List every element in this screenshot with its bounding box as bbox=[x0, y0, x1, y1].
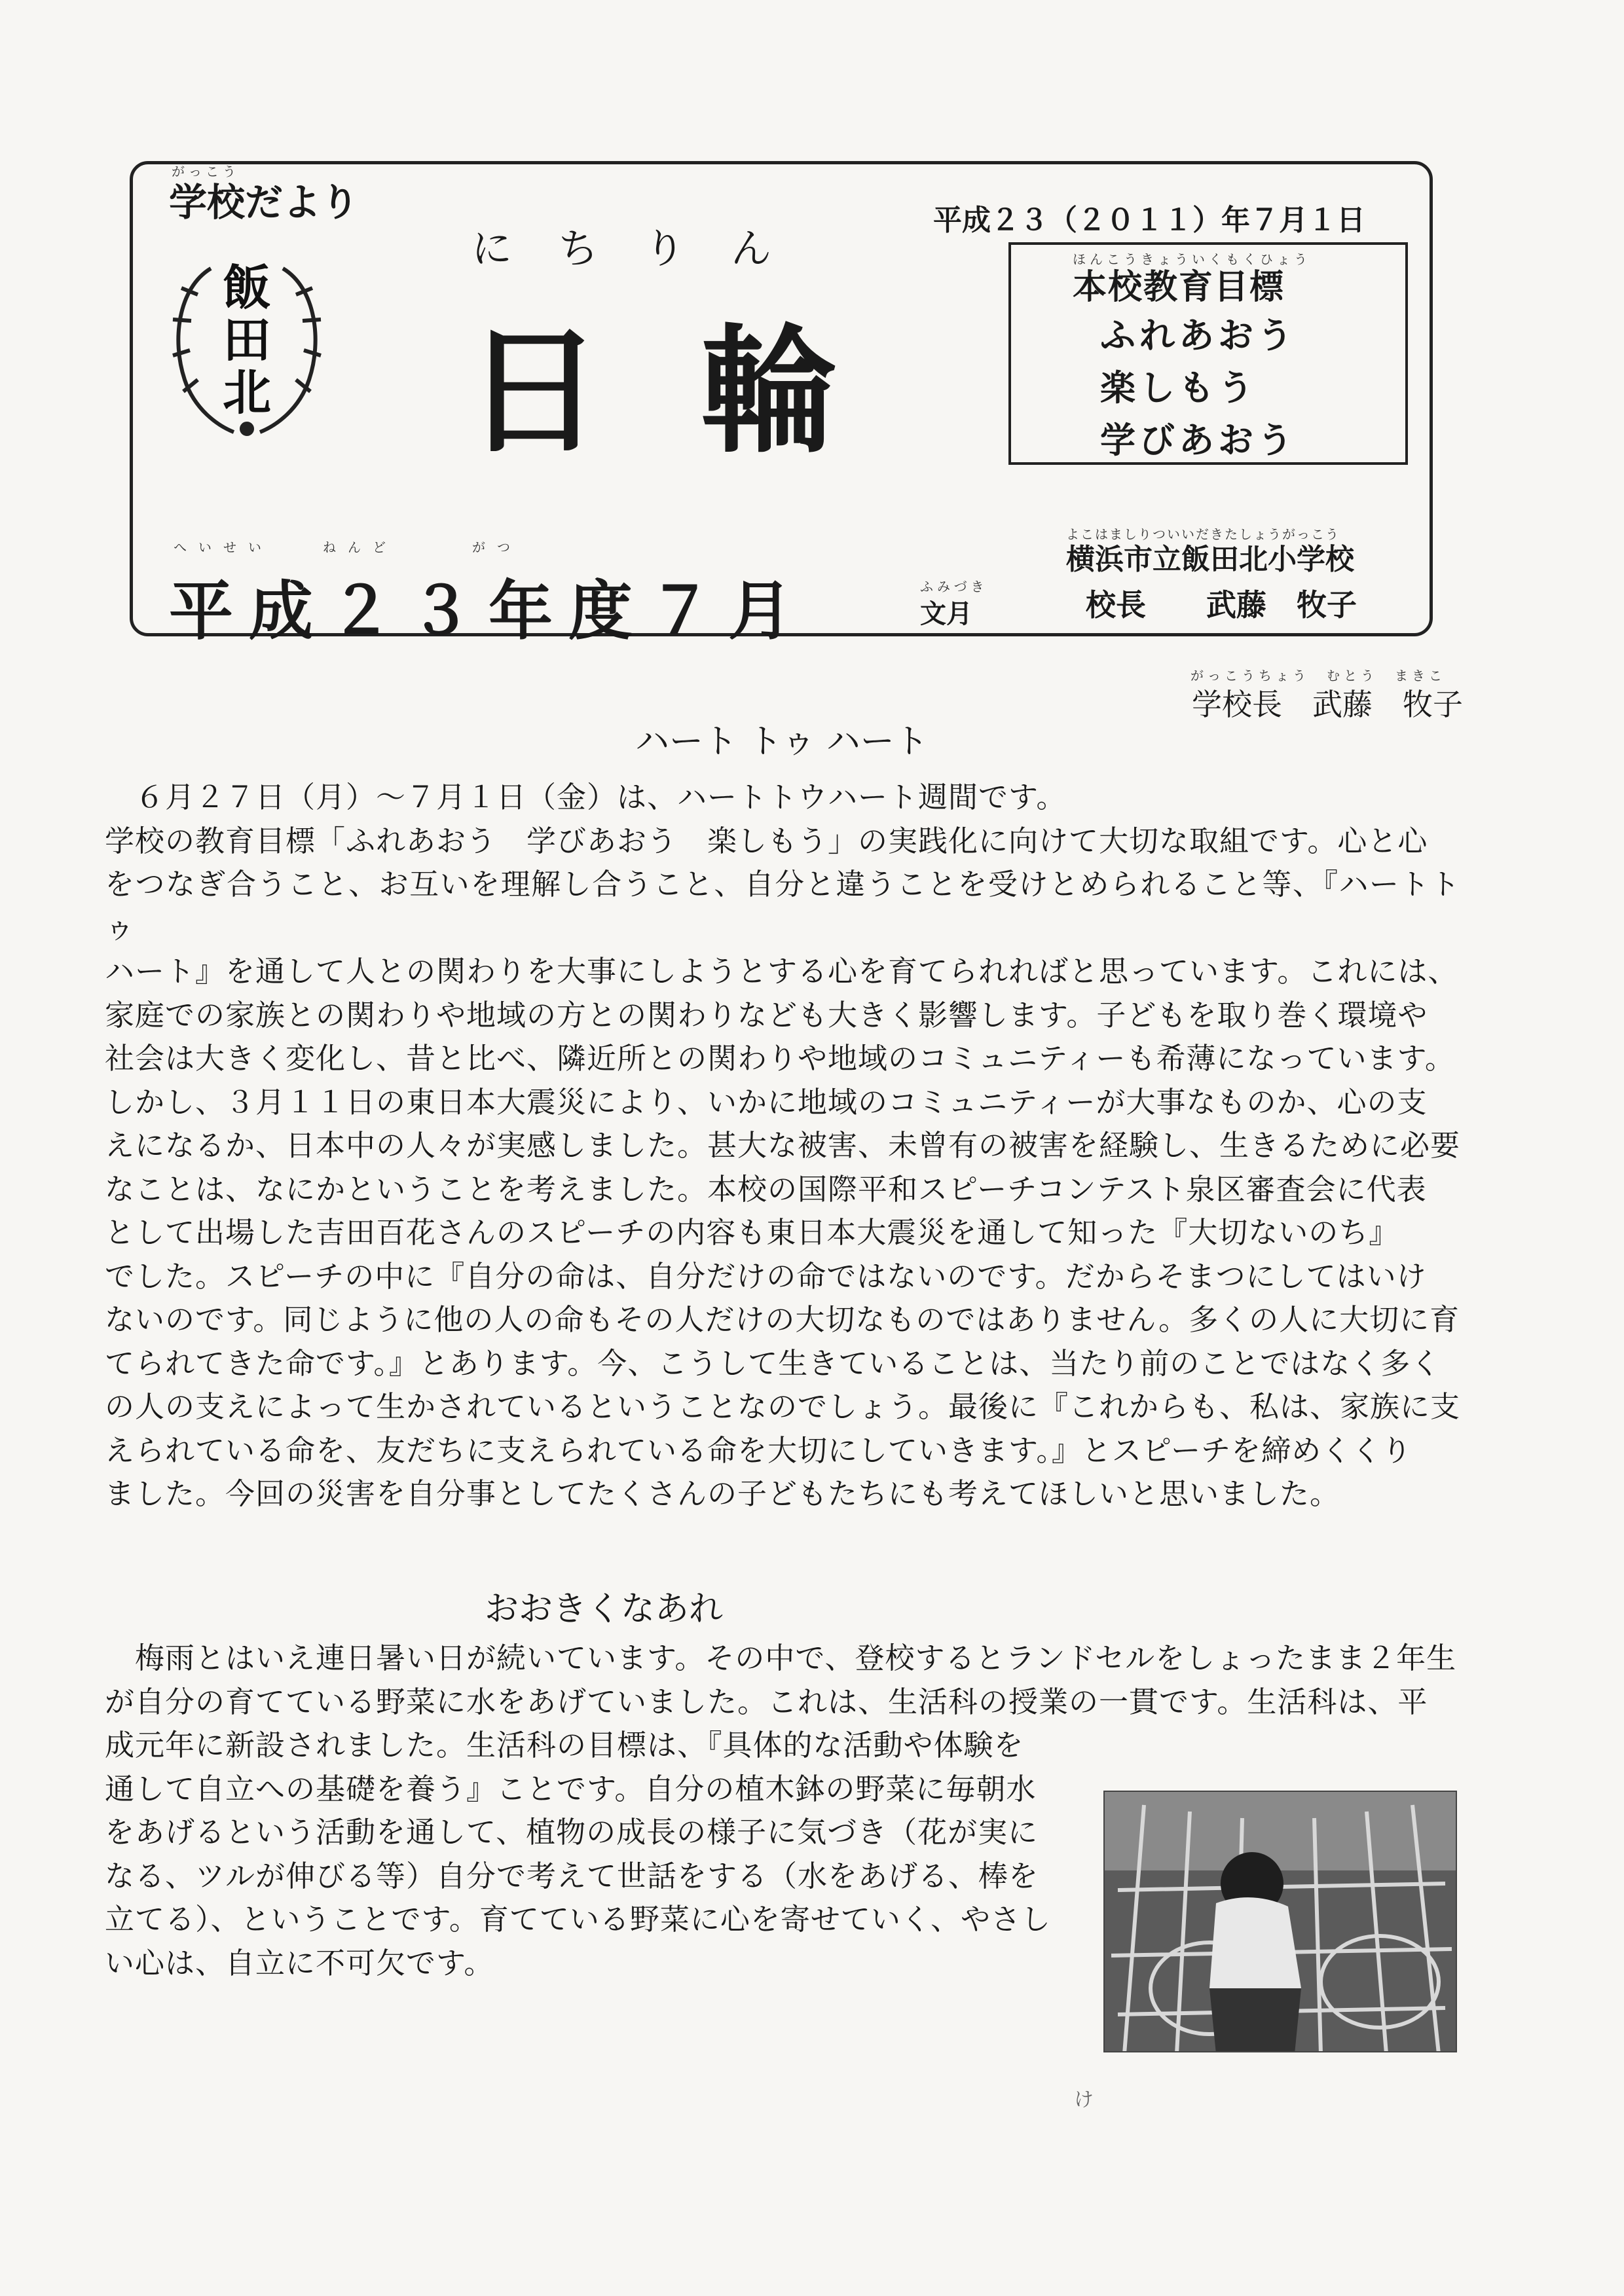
logo-char-2: 田 bbox=[223, 312, 271, 369]
month-name-ruby: ふみづき bbox=[920, 579, 988, 594]
logo-char-1: 飯 bbox=[223, 260, 271, 316]
goals-title: 本校教育目標 bbox=[1073, 268, 1285, 307]
article2-line: い心は、自立に不可欠です。 bbox=[105, 1945, 494, 1980]
article2-line: 成元年に新設されました。生活科の目標は、『具体的な活動や体験を bbox=[105, 1728, 1024, 1762]
newsletter-title: 日輪 bbox=[465, 310, 937, 472]
article1-line: なことは、なにかということを考えました。本校の国際平和スピーチコンテスト泉区審査会に代表 bbox=[105, 1171, 1427, 1207]
article2-line: が自分の育てている野菜に水をあげていました。これは、生活科の授業の一貫です。生活科は、平 bbox=[105, 1684, 1428, 1719]
school-name-ruby: よこはましりついいだきたしょうがっこう bbox=[1066, 526, 1340, 542]
article1-line: 家庭での家族との関わりや地域の方との関わりなども大きく影響します。子どもを取り巻く環境や bbox=[105, 997, 1428, 1032]
article1-heading: ハート トゥ ハート bbox=[635, 722, 929, 761]
byline-ruby: がっこうちょう むとう まきこ bbox=[1190, 668, 1446, 683]
article1-line: ないのです。同じように他の人の命もその人だけの大切なものではありません。多くの人に大切に育 bbox=[105, 1302, 1460, 1337]
article2-line: 通して自立への基礎を養う』ことです。自分の植木鉢の野菜に毎朝水 bbox=[105, 1771, 1037, 1806]
student-watering-plants-photo bbox=[1103, 1791, 1457, 2052]
school-emblem-logo bbox=[172, 242, 322, 439]
article2-heading: おおきくなあれ bbox=[485, 1590, 724, 1629]
article1-line: ６月２７日（月）～７月１日（金）は、ハートトウハート週間です。 bbox=[105, 780, 1067, 814]
article1-line: 学校の教育目標「ふれあおう 学びあおう 楽しもう」の実践化に向けて大切な取組です。心と心 bbox=[105, 823, 1428, 858]
article2-line: をあげるという活動を通して、植物の成長の様子に気づき（花が実に bbox=[105, 1815, 1039, 1850]
article1-line: ました。今回の災害を自分事としてたくさんの子どもたちにも考えてほしいと思いました。 bbox=[105, 1476, 1340, 1511]
article-byline: 学校長 武藤 牧子 bbox=[1192, 687, 1463, 722]
newsletter-label: 学校だより bbox=[169, 180, 360, 225]
goals-title-ruby: ほんこうきょういくもくひょう bbox=[1073, 251, 1311, 267]
title-reading: にちりん bbox=[471, 225, 818, 272]
article1-body bbox=[105, 776, 1460, 1516]
article1-line: の人の支えによって生かされているということなのでしょう。最後に『これからも、私は、家族に支 bbox=[105, 1389, 1461, 1424]
goal-item: 楽しもう bbox=[1100, 367, 1257, 409]
newsletter-label-ruby: がっこう bbox=[172, 164, 240, 179]
article1-line: しかし、３月１１日の東日本大震災により、いかに地域のコミュニティーが大事なものか、心の支 bbox=[105, 1084, 1428, 1120]
page-marker: け bbox=[1074, 2088, 1094, 2111]
article1-line: ハート』を通して人との関わりを大事にしようとする心を育てられればと思っています。これには、 bbox=[105, 954, 1458, 989]
principal-name: 校長 武藤 牧子 bbox=[1086, 587, 1357, 623]
school-name: 横浜市立飯田北小学校 bbox=[1066, 543, 1354, 576]
article2-line: 立てる）、ということです。育てている野菜に心を寄せていく、やさし bbox=[105, 1902, 1052, 1937]
period-title: 平成２３年度７月 bbox=[169, 574, 809, 649]
article2-line: なる、ツルが伸びる等）自分で考えて世話をする（水をあげる、棒を bbox=[105, 1858, 1039, 1893]
issue-date: 平成２３（２０１１）年７月１日 bbox=[933, 204, 1365, 237]
article2-line: 梅雨とはいえ連日暑い日が続いています。その中で、登校するとランドセルをしょったまま２年生 bbox=[105, 1641, 1457, 1675]
article1-line: てられてきた命です。』とあります。今、こうして生きていることは、当たり前のことではなく多く bbox=[105, 1345, 1441, 1381]
logo-char-3: 北 bbox=[223, 365, 271, 421]
goal-item: ふれあおう bbox=[1100, 315, 1297, 356]
article1-line: として出場した吉田百花さんのスピーチの内容も東日本大震災を通して知った『大切ないのち』 bbox=[105, 1215, 1399, 1250]
article1-line: 社会は大きく変化し、昔と比べ、隣近所との関わりや地域のコミュニティーも希薄になっています。 bbox=[105, 1041, 1455, 1076]
article1-line: えられている命を、友だちに支えられている命を大切にしていきます。』とスピーチを締めくくり bbox=[105, 1432, 1412, 1468]
article1-line: でした。スピーチの中に『自分の命は、自分だけの命ではないのです。だからそまつにしてはいけ bbox=[105, 1258, 1427, 1294]
article1-line: をつなぎ合うこと、お互いを理解し合うこと、自分と違うことを受けとめられること等、『ハートトゥ bbox=[105, 867, 1460, 945]
article1-line: えになるか、日本中の人々が実感しました。甚大な被害、未曾有の被害を経験し、生きるために必要 bbox=[105, 1128, 1461, 1163]
month-name: 文月 bbox=[920, 599, 972, 629]
period-title-ruby: へいせい ねんど がつ bbox=[174, 539, 522, 555]
goal-item: 学びあおう bbox=[1100, 420, 1297, 461]
